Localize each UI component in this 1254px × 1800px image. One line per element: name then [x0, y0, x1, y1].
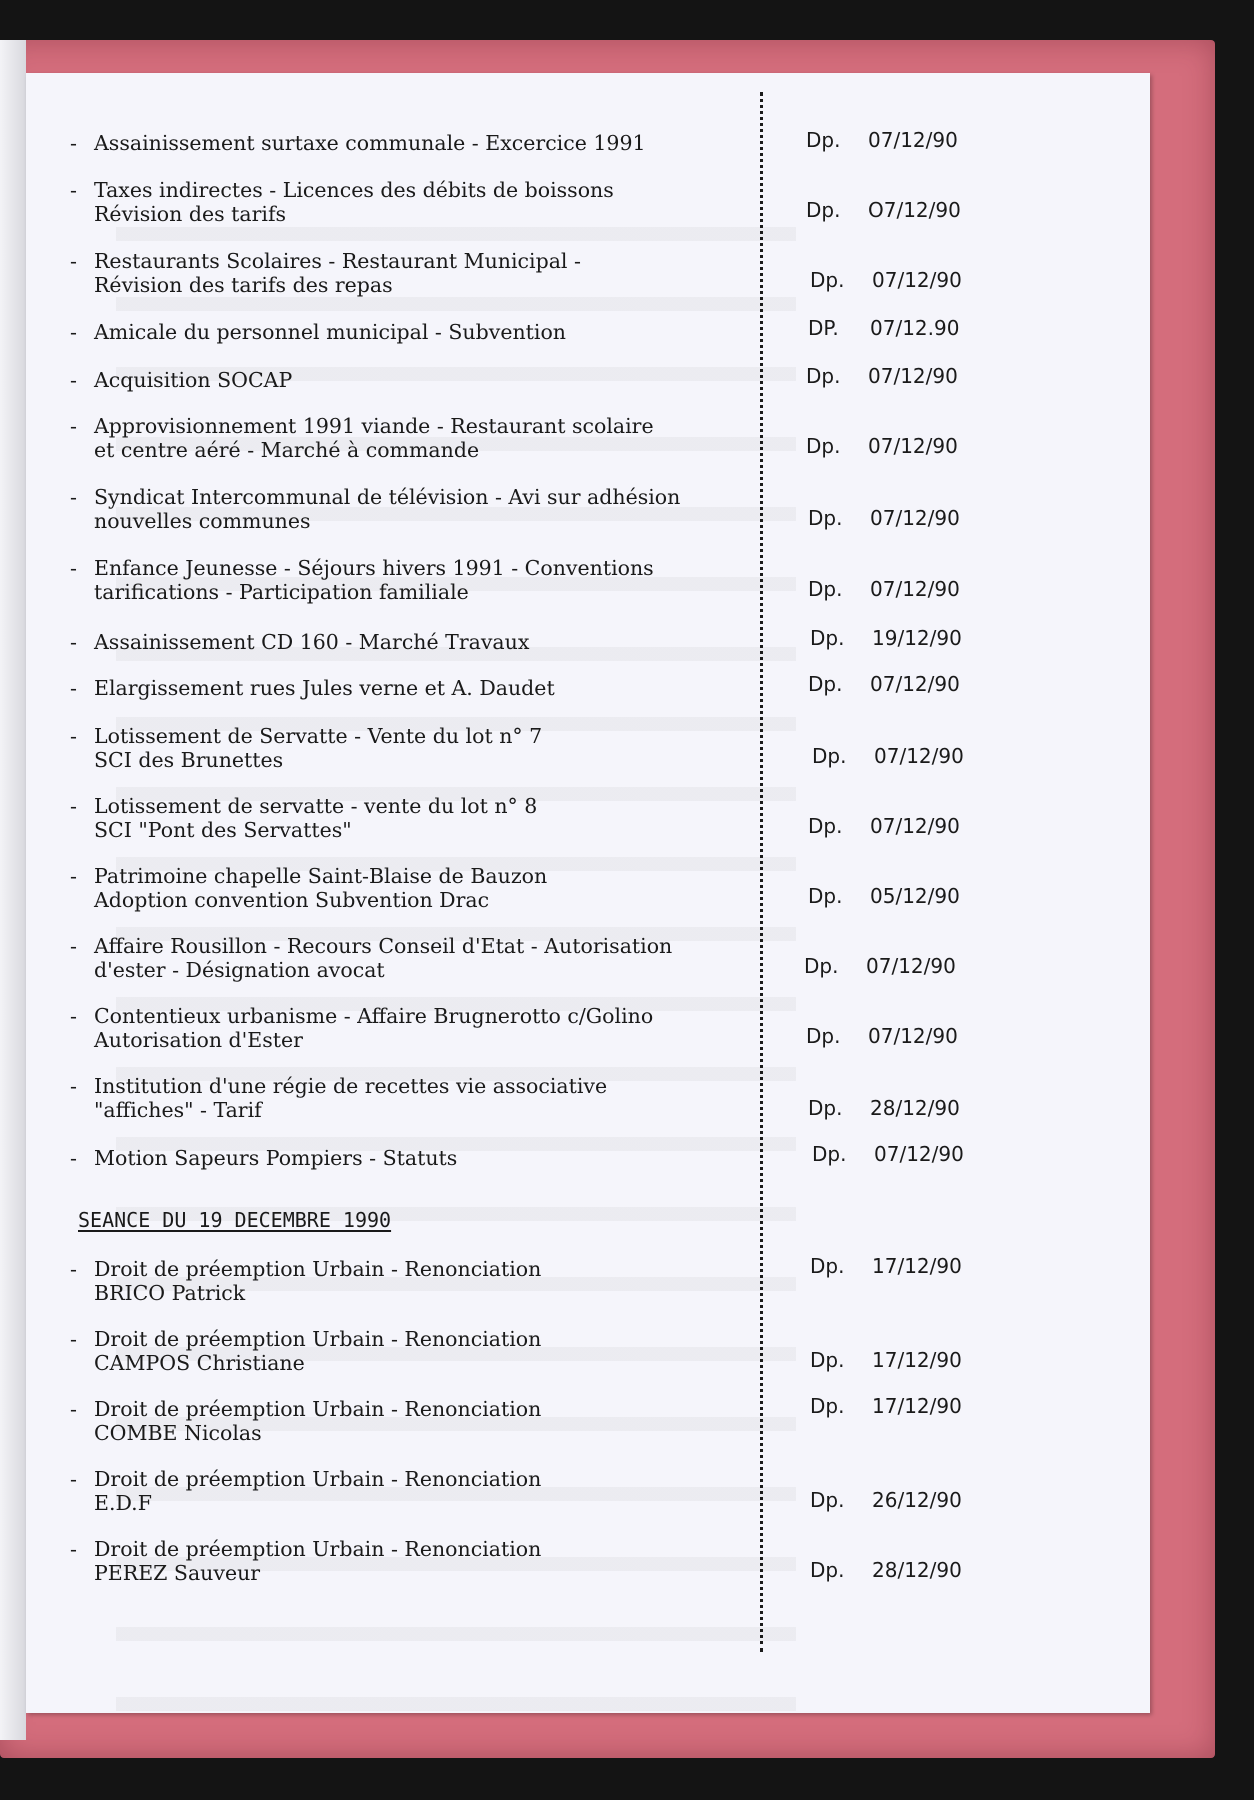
ref-code: Dp.	[806, 364, 841, 388]
agenda-item	[70, 676, 770, 700]
reference	[810, 268, 962, 292]
agenda-item	[70, 414, 770, 462]
agenda-item	[70, 1004, 770, 1052]
agenda-item	[70, 1074, 770, 1122]
item-line: "affiches" - Tarif	[94, 1098, 262, 1122]
ref-code: Dp.	[810, 268, 845, 292]
ref-date: 07/12/90	[868, 128, 958, 152]
ref-code: Dp.	[808, 506, 843, 530]
ref-code: Dp.	[810, 626, 845, 650]
bullet-dash: -	[70, 1537, 77, 1561]
bullet-dash: -	[70, 178, 77, 202]
agenda-item	[70, 1146, 770, 1170]
bullet-dash: -	[70, 485, 77, 509]
item-line: PEREZ Sauveur	[94, 1561, 261, 1585]
ref-code: Dp.	[810, 1348, 845, 1372]
ref-code: Dp.	[806, 434, 841, 458]
bullet-dash: -	[70, 630, 77, 654]
item-line: SCI "Pont des Servattes"	[94, 818, 352, 842]
bullet-dash: -	[70, 1327, 77, 1351]
item-line: et centre aéré - Marché à commande	[94, 438, 480, 462]
ref-date: 07/12/90	[870, 814, 960, 838]
reference	[808, 814, 960, 838]
bullet-dash: -	[70, 1004, 77, 1028]
ref-date: 17/12/90	[872, 1348, 962, 1372]
item-line: Patrimoine chapelle Saint-Blaise de Bauzon	[94, 864, 548, 888]
agenda-item	[70, 934, 770, 982]
item-line: nouvelles communes	[94, 509, 311, 533]
ref-code: Dp.	[808, 577, 843, 601]
item-line: Motion Sapeurs Pompiers - Statuts	[94, 1146, 458, 1170]
reference	[808, 316, 959, 340]
item-line: Contentieux urbanisme - Affaire Brugnerotto c/Golino	[94, 1004, 654, 1028]
ref-code: Dp.	[808, 672, 843, 696]
ref-date: 19/12/90	[872, 626, 962, 650]
agenda-item	[70, 1397, 770, 1445]
bullet-dash: -	[70, 794, 77, 818]
item-line: Assainissement surtaxe communale - Excercice 1991	[94, 131, 646, 155]
reference	[806, 364, 958, 388]
agenda-item	[70, 556, 770, 604]
reference	[812, 744, 964, 768]
bullet-dash: -	[70, 1467, 77, 1491]
item-line: Syndicat Intercommunal de télévision - Avi sur adhésion	[94, 485, 681, 509]
ref-date: 26/12/90	[872, 1488, 962, 1512]
item-line: COMBE Nicolas	[94, 1421, 262, 1445]
agenda-item	[70, 320, 770, 344]
ref-code: DP.	[808, 316, 839, 340]
reference	[810, 1558, 962, 1582]
ref-date: 05/12/90	[870, 884, 960, 908]
bullet-dash: -	[70, 864, 77, 888]
item-line: CAMPOS Christiane	[94, 1351, 305, 1375]
reference	[808, 577, 960, 601]
ref-date: 07/12.90	[870, 316, 960, 340]
item-line: Autorisation d'Ester	[94, 1028, 303, 1052]
ref-date: 28/12/90	[872, 1558, 962, 1582]
reference	[812, 1142, 964, 1166]
ref-code: Dp.	[810, 1254, 845, 1278]
ref-code: Dp.	[810, 1558, 845, 1582]
reference	[808, 1096, 960, 1120]
reference	[808, 506, 960, 530]
folder-spine	[0, 40, 26, 1740]
bullet-dash: -	[70, 1074, 77, 1098]
bullet-dash: -	[70, 320, 77, 344]
ref-code: Dp.	[812, 744, 847, 768]
agenda-item	[70, 1257, 770, 1305]
ref-date: 07/12/90	[870, 506, 960, 530]
item-line: Taxes indirectes - Licences des débits de boissons	[94, 178, 614, 202]
item-line: Affaire Rousillon - Recours Conseil d'Etat - Autorisation	[94, 934, 673, 958]
reference	[810, 1394, 962, 1418]
item-line: Droit de préemption Urbain - Renonciation	[94, 1537, 542, 1561]
bullet-dash: -	[70, 556, 77, 580]
item-line: Droit de préemption Urbain - Renonciation	[94, 1257, 542, 1281]
ref-code: Dp.	[810, 1488, 845, 1512]
agenda-item	[70, 794, 770, 842]
agenda-item	[70, 368, 770, 392]
ref-date: 07/12/90	[868, 1024, 958, 1048]
ref-code: Dp.	[808, 884, 843, 908]
item-line: Assainissement CD 160 - Marché Travaux	[94, 630, 530, 654]
ref-date: 07/12/90	[868, 434, 958, 458]
reference	[806, 1024, 958, 1048]
section-heading: SEANCE DU 19 DECEMBRE 1990	[78, 1208, 392, 1232]
item-line: Amicale du personnel municipal - Subvention	[94, 320, 567, 344]
ref-date: 07/12/90	[866, 954, 956, 978]
item-line: Révision des tarifs	[94, 202, 287, 226]
reference	[806, 128, 958, 152]
ref-date: 07/12/90	[874, 1142, 964, 1166]
ref-code: Dp.	[812, 1142, 847, 1166]
item-line: Restaurants Scolaires - Restaurant Municipal -	[94, 249, 581, 273]
item-line: Acquisition SOCAP	[94, 368, 293, 392]
ref-code: Dp.	[806, 1024, 841, 1048]
agenda-item	[70, 1327, 770, 1375]
ref-code: Dp.	[806, 198, 841, 222]
item-line: Lotissement de Servatte - Vente du lot n° 7	[94, 724, 543, 748]
bullet-dash: -	[70, 934, 77, 958]
reference	[810, 626, 962, 650]
reference	[806, 434, 958, 458]
ref-code: Dp.	[810, 1394, 845, 1418]
item-line: E.D.F	[94, 1491, 152, 1515]
ref-date: 07/12/90	[868, 364, 958, 388]
item-line: Droit de préemption Urbain - Renonciation	[94, 1327, 542, 1351]
reference	[810, 1348, 962, 1372]
agenda-item	[70, 864, 770, 912]
ref-code: Dp.	[808, 814, 843, 838]
reference	[808, 884, 960, 908]
ref-date: 07/12/90	[870, 577, 960, 601]
agenda-item	[70, 1537, 770, 1585]
item-line: Droit de préemption Urbain - Renonciation	[94, 1397, 542, 1421]
ref-code: Dp.	[806, 128, 841, 152]
bullet-dash: -	[70, 131, 77, 155]
bullet-dash: -	[70, 1257, 77, 1281]
reference	[804, 954, 956, 978]
ref-date: 07/12/90	[870, 672, 960, 696]
bullet-dash: -	[70, 724, 77, 748]
item-line: BRICO Patrick	[94, 1281, 246, 1305]
agenda-item	[70, 485, 770, 533]
item-line: Elargissement rues Jules verne et A. Daudet	[94, 676, 555, 700]
agenda-item	[70, 724, 770, 772]
item-line: Adoption convention Subvention Drac	[94, 888, 490, 912]
ref-code: Dp.	[808, 1096, 843, 1120]
bullet-dash: -	[70, 1146, 77, 1170]
ref-date: 07/12/90	[872, 268, 962, 292]
item-line: Enfance Jeunesse - Séjours hivers 1991 - Conventions	[94, 556, 654, 580]
agenda-item	[70, 630, 770, 654]
bullet-dash: -	[70, 676, 77, 700]
item-line: Révision des tarifs des repas	[94, 273, 393, 297]
ref-date: 28/12/90	[870, 1096, 960, 1120]
agenda-item	[70, 131, 770, 155]
bullet-dash: -	[70, 1397, 77, 1421]
item-line: SCI des Brunettes	[94, 748, 284, 772]
reference	[810, 1254, 962, 1278]
item-line: Lotissement de servatte - vente du lot n° 8	[94, 794, 538, 818]
item-line: tarifications - Participation familiale	[94, 580, 469, 604]
ref-date: 17/12/90	[872, 1254, 962, 1278]
item-line: d'ester - Désignation avocat	[94, 958, 385, 982]
reference	[806, 198, 961, 222]
ref-code: Dp.	[804, 954, 839, 978]
item-line: Approvisionnement 1991 viande - Restaurant scolaire	[94, 414, 654, 438]
ref-date: O7/12/90	[868, 198, 961, 222]
ref-date: 17/12/90	[872, 1394, 962, 1418]
bullet-dash: -	[70, 249, 77, 273]
ref-date: 07/12/90	[874, 744, 964, 768]
agenda-item	[70, 1467, 770, 1515]
reference	[810, 1488, 962, 1512]
bullet-dash: -	[70, 414, 77, 438]
item-line: Droit de préemption Urbain - Renonciation	[94, 1467, 542, 1491]
bullet-dash: -	[70, 368, 77, 392]
agenda-item	[70, 178, 770, 226]
reference	[808, 672, 960, 696]
agenda-item	[70, 249, 770, 297]
item-line: Institution d'une régie de recettes vie associative	[94, 1074, 608, 1098]
